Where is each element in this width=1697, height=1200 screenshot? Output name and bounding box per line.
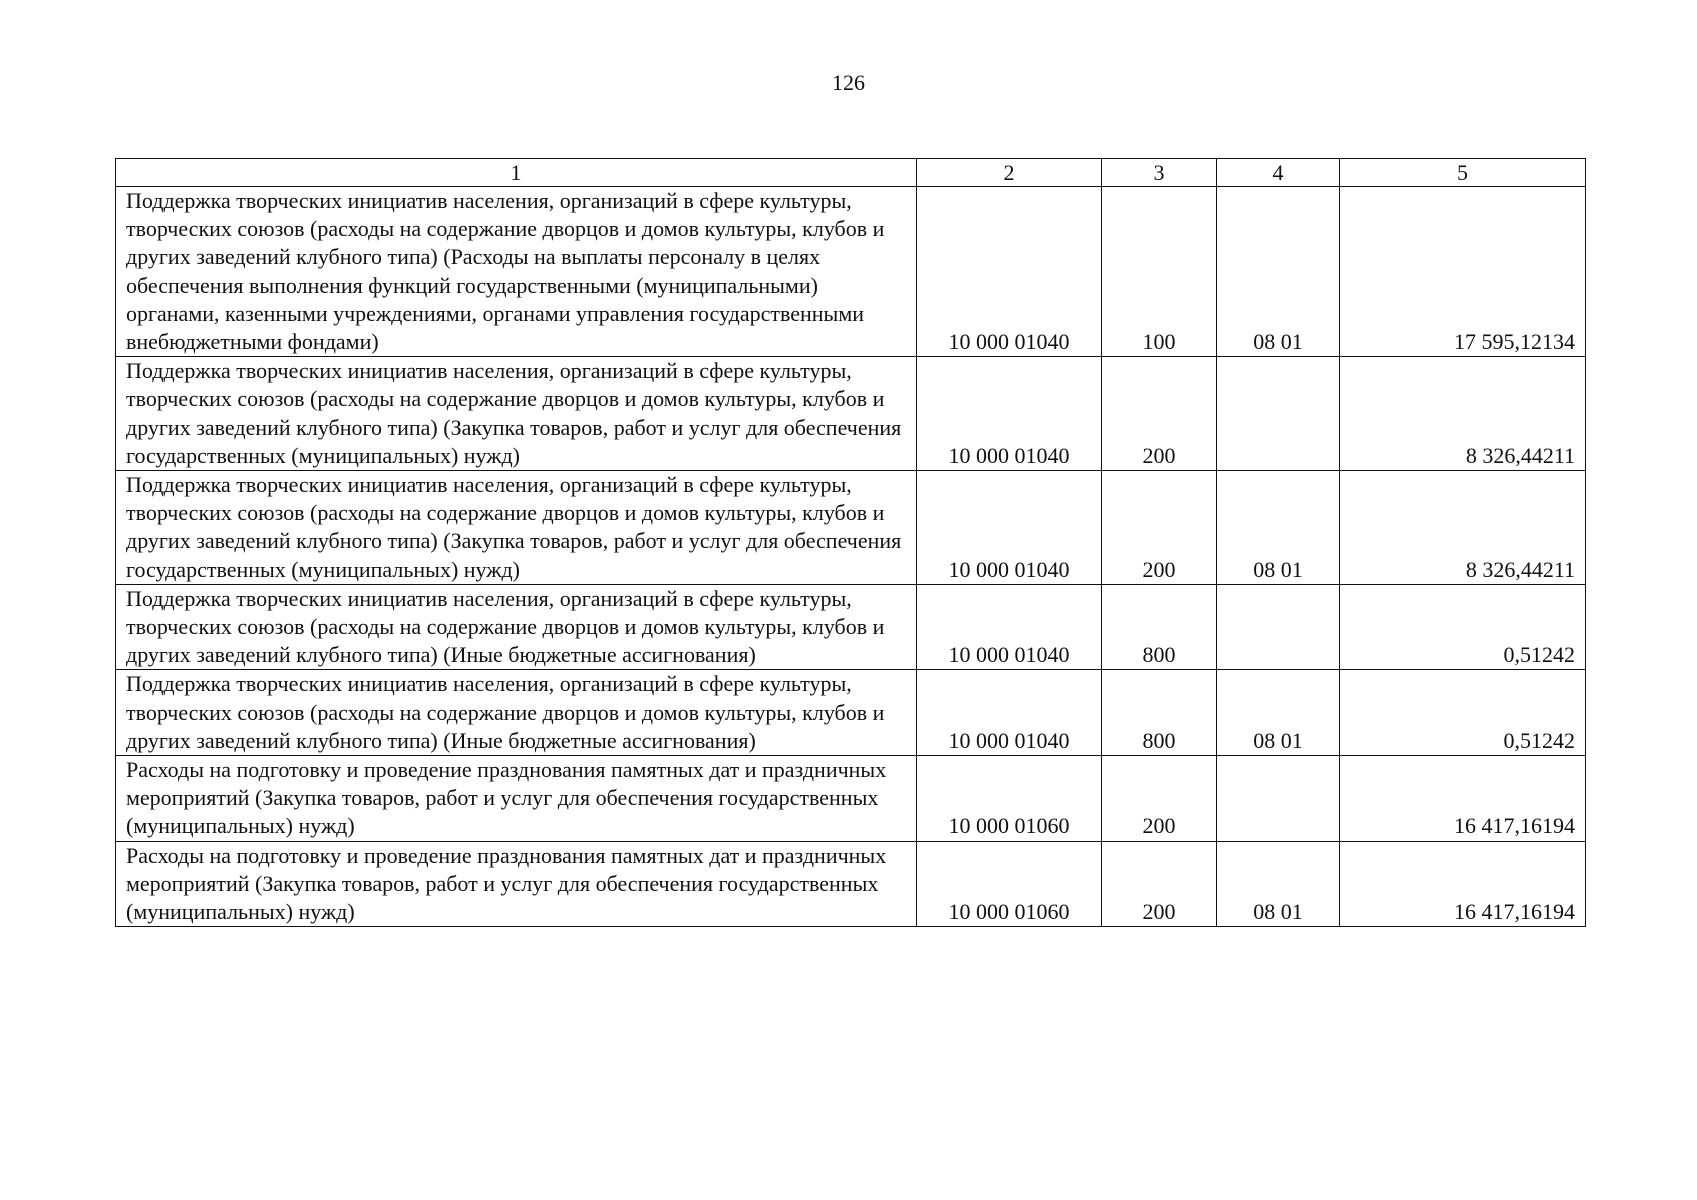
table-header	[116, 159, 1586, 187]
header-col-2: 2	[917, 159, 1102, 187]
header-row	[116, 159, 1586, 187]
row-description: Поддержка творческих инициатив населения, организаций в сфере культуры, творческих союзов (расходы на содержание дворцов и домов культуры, клубов и других заведений клубного типа) (Иные бюджетные ассигнования)	[116, 670, 917, 756]
table-row	[116, 756, 1586, 842]
row-type: 200	[1102, 756, 1217, 842]
row-section	[1217, 357, 1340, 471]
row-section: 08 01	[1217, 187, 1340, 357]
row-type: 800	[1102, 670, 1217, 756]
row-description: Поддержка творческих инициатив населения, организаций в сфере культуры, творческих союзов (расходы на содержание дворцов и домов культуры, клубов и других заведений клубного типа) (Расходы на выплаты персоналу в целях обеспечения выполнения функций государственными (муниципальными) органами, казенными учреждениями, органами управления государственными внебюджетными фондами)	[116, 187, 917, 357]
row-type: 100	[1102, 187, 1217, 357]
row-code: 10 000 01040	[917, 670, 1102, 756]
row-code: 10 000 01040	[917, 187, 1102, 357]
row-amount: 8 326,44211	[1340, 357, 1586, 471]
row-amount: 0,51242	[1340, 670, 1586, 756]
row-type: 200	[1102, 471, 1217, 585]
row-amount: 17 595,12134	[1340, 187, 1586, 357]
row-code: 10 000 01060	[917, 841, 1102, 927]
row-amount: 0,51242	[1340, 584, 1586, 670]
header-col-5: 5	[1340, 159, 1586, 187]
table-row	[116, 584, 1586, 670]
row-code: 10 000 01040	[917, 357, 1102, 471]
row-type: 200	[1102, 841, 1217, 927]
row-code: 10 000 01040	[917, 584, 1102, 670]
table-row	[116, 670, 1586, 756]
table-row	[116, 187, 1586, 357]
row-description: Поддержка творческих инициатив населения, организаций в сфере культуры, творческих союзов (расходы на содержание дворцов и домов культуры, клубов и других заведений клубного типа) (Закупка товаров, работ и услуг для обеспечения государственных (муниципальных) нужд)	[116, 471, 917, 585]
row-section: 08 01	[1217, 670, 1340, 756]
budget-table	[115, 158, 1586, 927]
row-amount: 8 326,44211	[1340, 471, 1586, 585]
row-type: 200	[1102, 357, 1217, 471]
header-col-1: 1	[116, 159, 917, 187]
page-number: 126	[832, 70, 865, 95]
row-section	[1217, 756, 1340, 842]
row-description: Расходы на подготовку и проведение празднования памятных дат и праздничных мероприятий (Закупка товаров, работ и услуг для обеспечения государственных (муниципальных) нужд)	[116, 756, 917, 842]
row-code: 10 000 01060	[917, 756, 1102, 842]
row-amount: 16 417,16194	[1340, 756, 1586, 842]
row-amount: 16 417,16194	[1340, 841, 1586, 927]
row-code: 10 000 01040	[917, 471, 1102, 585]
table-body	[116, 187, 1586, 927]
row-description: Поддержка творческих инициатив населения, организаций в сфере культуры, творческих союзов (расходы на содержание дворцов и домов культуры, клубов и других заведений клубного типа) (Иные бюджетные ассигнования)	[116, 584, 917, 670]
table-row	[116, 471, 1586, 585]
row-section: 08 01	[1217, 841, 1340, 927]
header-col-3: 3	[1102, 159, 1217, 187]
row-type: 800	[1102, 584, 1217, 670]
table-row	[116, 841, 1586, 927]
row-section: 08 01	[1217, 471, 1340, 585]
row-section	[1217, 584, 1340, 670]
table-row	[116, 357, 1586, 471]
row-description: Расходы на подготовку и проведение празднования памятных дат и праздничных мероприятий (Закупка товаров, работ и услуг для обеспечения государственных (муниципальных) нужд)	[116, 841, 917, 927]
header-col-4: 4	[1217, 159, 1340, 187]
row-description: Поддержка творческих инициатив населения, организаций в сфере культуры, творческих союзов (расходы на содержание дворцов и домов культуры, клубов и других заведений клубного типа) (Закупка товаров, работ и услуг для обеспечения государственных (муниципальных) нужд)	[116, 357, 917, 471]
